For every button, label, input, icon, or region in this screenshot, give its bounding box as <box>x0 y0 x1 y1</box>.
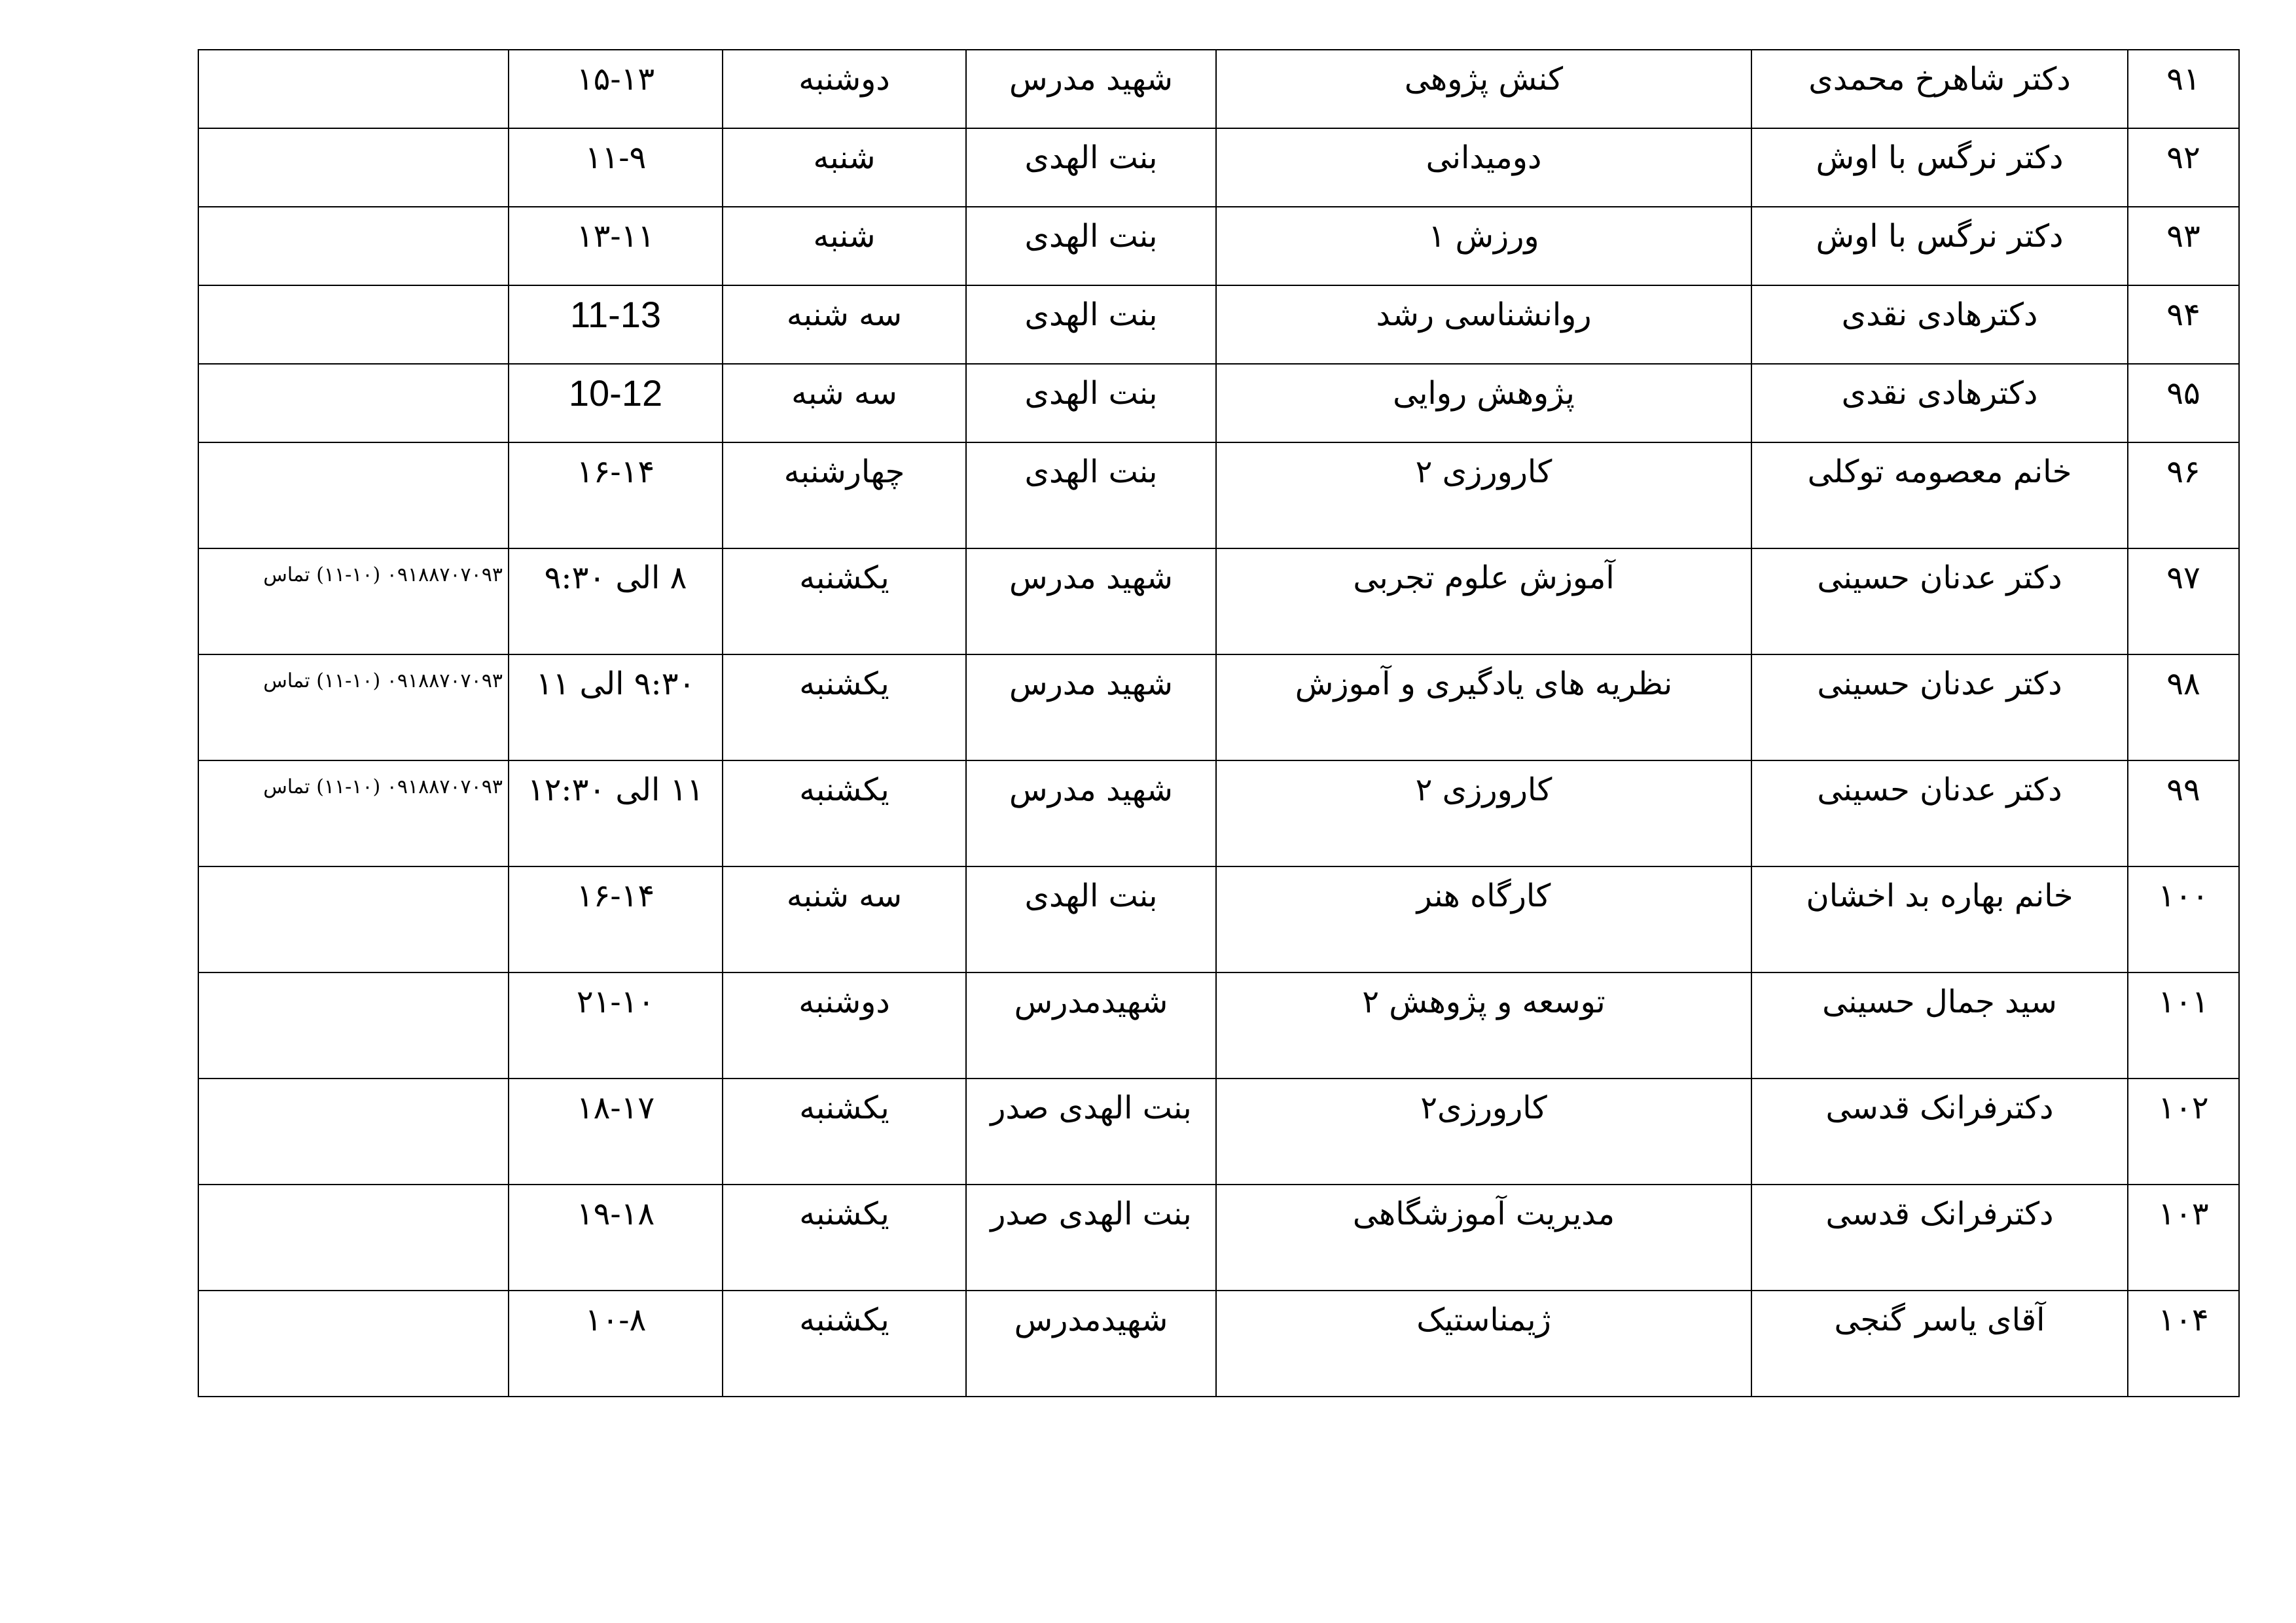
time-slot: 10-12 <box>509 364 723 442</box>
location: شهیدمدرس <box>966 1291 1216 1397</box>
course-name: کارگاه هنر <box>1216 866 1751 972</box>
location: شهیدمدرس <box>966 972 1216 1079</box>
course-name: توسعه و پژوهش ۲ <box>1216 972 1751 1079</box>
note <box>198 50 509 128</box>
course-name: نظریه های یادگیری و آموزش <box>1216 654 1751 760</box>
table-row <box>198 1291 2239 1397</box>
row-number: ۱۰۲ <box>2128 1079 2239 1185</box>
location: شهید مدرس <box>966 50 1216 128</box>
location: بنت الهدی صدر <box>966 1079 1216 1185</box>
day: سه شبه <box>723 364 966 442</box>
course-name: کارورزی۲ <box>1216 1079 1751 1185</box>
table-row <box>198 972 2239 1079</box>
time-slot: 11-13 <box>509 285 723 364</box>
time-slot: ۹:۳۰ الی ۱۱ <box>509 654 723 760</box>
teacher-name: دکترفرانک قدسی <box>1751 1185 2128 1291</box>
teacher-name: دکتر عدنان حسینی <box>1751 654 2128 760</box>
note <box>198 442 509 548</box>
day: یکشنبه <box>723 760 966 866</box>
location: بنت الهدی <box>966 866 1216 972</box>
teacher-name: آقای یاسر گنجی <box>1751 1291 2128 1397</box>
row-number: ۹۱ <box>2128 50 2239 128</box>
schedule-table <box>198 49 2240 1397</box>
note <box>198 1291 509 1397</box>
row-number: ۹۸ <box>2128 654 2239 760</box>
table-row <box>198 442 2239 548</box>
teacher-name: دکتر عدنان حسینی <box>1751 760 2128 866</box>
table-row <box>198 1185 2239 1291</box>
course-name: دومیدانی <box>1216 128 1751 207</box>
table-row <box>198 760 2239 866</box>
time-slot: ۸ الی ۹:۳۰ <box>509 548 723 654</box>
row-number: ۹۴ <box>2128 285 2239 364</box>
course-name: ژیمناستیک <box>1216 1291 1751 1397</box>
note: ۰۹۱۸۸۷۰۷۰۹۳ (۱۱-۱۰) تماس <box>198 654 509 760</box>
location: بنت الهدی <box>966 128 1216 207</box>
course-name: ورزش ۱ <box>1216 207 1751 285</box>
table-row <box>198 207 2239 285</box>
location: بنت الهدی <box>966 364 1216 442</box>
table-row <box>198 50 2239 128</box>
teacher-name: دکترهادی نقدی <box>1751 364 2128 442</box>
row-number: ۱۰۳ <box>2128 1185 2239 1291</box>
time-slot: ۱۶-۱۴ <box>509 442 723 548</box>
day: یکشنبه <box>723 548 966 654</box>
time-slot: ۱۶-۱۴ <box>509 866 723 972</box>
time-slot: ۱۹-۱۸ <box>509 1185 723 1291</box>
row-number: ۱۰۴ <box>2128 1291 2239 1397</box>
teacher-name: دکتر عدنان حسینی <box>1751 548 2128 654</box>
teacher-name: خانم معصومه توکلی <box>1751 442 2128 548</box>
row-number: ۱۰۰ <box>2128 866 2239 972</box>
time-slot: ۱۸-۱۷ <box>509 1079 723 1185</box>
course-name: آموزش علوم تجربی <box>1216 548 1751 654</box>
note <box>198 364 509 442</box>
location: بنت الهدی صدر <box>966 1185 1216 1291</box>
location: شهید مدرس <box>966 654 1216 760</box>
note <box>198 1185 509 1291</box>
teacher-name: دکتر شاهرخ محمدی <box>1751 50 2128 128</box>
teacher-name: دکتر نرگس با اوش <box>1751 128 2128 207</box>
time-slot: ۱۵-۱۳ <box>509 50 723 128</box>
course-name: کارورزی ۲ <box>1216 442 1751 548</box>
day: یکشنبه <box>723 1185 966 1291</box>
day: یکشنبه <box>723 654 966 760</box>
location: شهید مدرس <box>966 548 1216 654</box>
row-number: ۹۳ <box>2128 207 2239 285</box>
course-name: کارورزی ۲ <box>1216 760 1751 866</box>
day: دوشنبه <box>723 50 966 128</box>
note <box>198 207 509 285</box>
time-slot: ۱۰-۸ <box>509 1291 723 1397</box>
course-name: روانشناسی رشد <box>1216 285 1751 364</box>
table-row <box>198 285 2239 364</box>
row-number: ۹۶ <box>2128 442 2239 548</box>
row-number: ۱۰۱ <box>2128 972 2239 1079</box>
time-slot: ۲۱-۱۰ <box>509 972 723 1079</box>
table-row <box>198 1079 2239 1185</box>
note <box>198 128 509 207</box>
teacher-name: دکترهادی نقدی <box>1751 285 2128 364</box>
row-number: ۹۷ <box>2128 548 2239 654</box>
day: شنبه <box>723 128 966 207</box>
table-row <box>198 128 2239 207</box>
table-row <box>198 364 2239 442</box>
teacher-name: دکتر نرگس با اوش <box>1751 207 2128 285</box>
note <box>198 1079 509 1185</box>
location: شهید مدرس <box>966 760 1216 866</box>
note: ۰۹۱۸۸۷۰۷۰۹۳ (۱۱-۱۰) تماس <box>198 548 509 654</box>
location: بنت الهدی <box>966 285 1216 364</box>
note <box>198 972 509 1079</box>
teacher-name: خانم بهاره بد اخشان <box>1751 866 2128 972</box>
location: بنت الهدی <box>966 207 1216 285</box>
day: شنبه <box>723 207 966 285</box>
table-row <box>198 654 2239 760</box>
course-name: پژوهش روایی <box>1216 364 1751 442</box>
day: سه شنبه <box>723 285 966 364</box>
time-slot: ۱۳-۱۱ <box>509 207 723 285</box>
row-number: ۹۵ <box>2128 364 2239 442</box>
table-row <box>198 548 2239 654</box>
note: ۰۹۱۸۸۷۰۷۰۹۳ (۱۱-۱۰) تماس <box>198 760 509 866</box>
row-number: ۹۲ <box>2128 128 2239 207</box>
day: یکشنبه <box>723 1291 966 1397</box>
row-number: ۹۹ <box>2128 760 2239 866</box>
day: چهارشنبه <box>723 442 966 548</box>
time-slot: ۱۱ الی ۱۲:۳۰ <box>509 760 723 866</box>
day: یکشنبه <box>723 1079 966 1185</box>
course-name: مدیریت آموزشگاهی <box>1216 1185 1751 1291</box>
day: دوشنبه <box>723 972 966 1079</box>
course-name: کنش پژوهی <box>1216 50 1751 128</box>
schedule-sheet <box>198 49 2238 1397</box>
location: بنت الهدی <box>966 442 1216 548</box>
time-slot: ۱۱-۹ <box>509 128 723 207</box>
teacher-name: دکترفرانک قدسی <box>1751 1079 2128 1185</box>
note <box>198 285 509 364</box>
table-row <box>198 866 2239 972</box>
note <box>198 866 509 972</box>
teacher-name: سید جمال حسینی <box>1751 972 2128 1079</box>
day: سه شنبه <box>723 866 966 972</box>
